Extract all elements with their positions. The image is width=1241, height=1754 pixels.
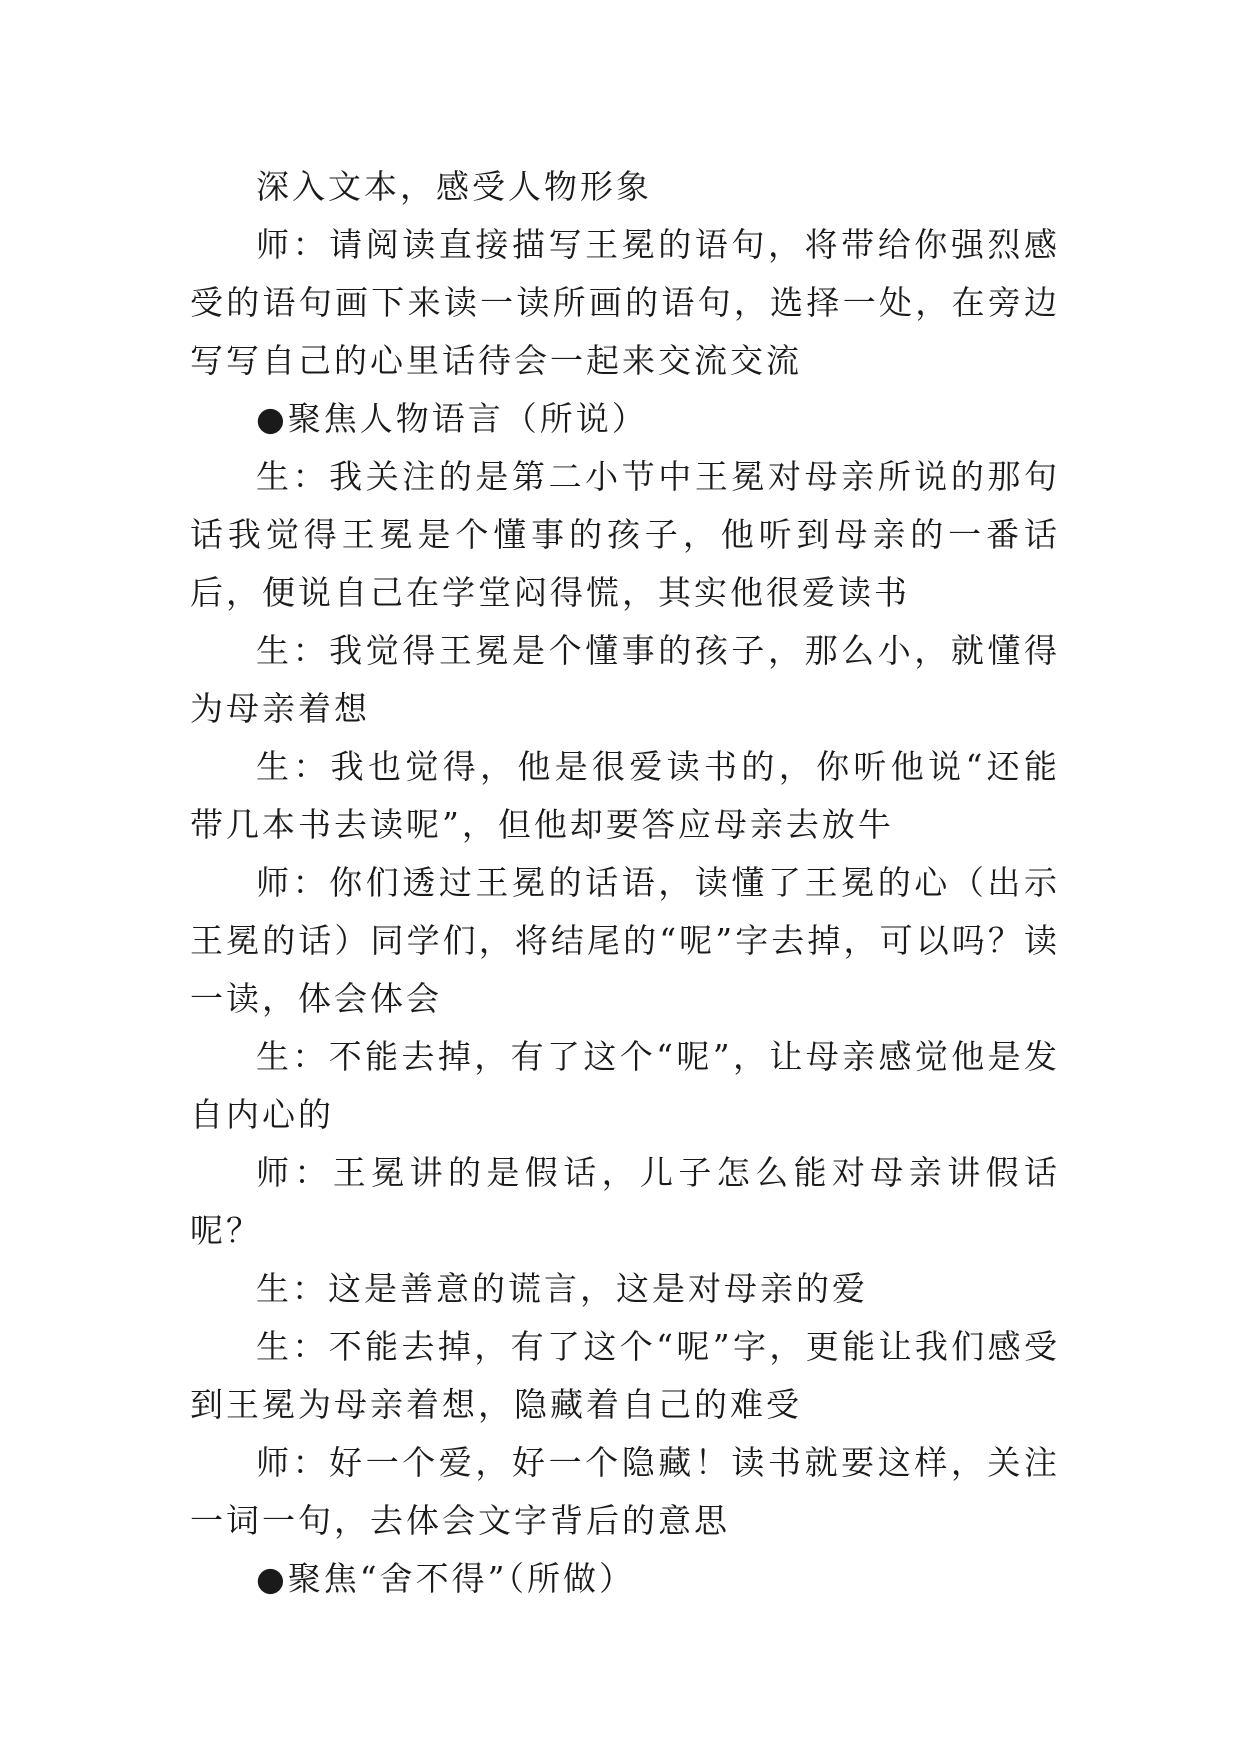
student-line: 生：不能去掉，有了这个“呢”字，更能让我们感受到王冕为母亲着想，隐藏着自己的难受 bbox=[190, 1327, 1060, 1424]
document-page bbox=[190, 158, 1060, 1608]
teacher-line: 师：王冕讲的是假话，儿子怎么能对母亲讲假话呢？ bbox=[190, 1153, 1060, 1250]
teacher-line: 师：请阅读直接描写王冕的语句，将带给你强烈感受的语句画下来读一读所画的语句，选择一处，在旁边写写自己的心里话待会一起来交流交流 bbox=[190, 225, 1060, 380]
student-line: 生：这是善意的谎言，这是对母亲的爱 bbox=[256, 1269, 868, 1308]
bullet-heading: ●聚焦人物语言（所说） bbox=[256, 399, 648, 438]
student-line: 生：不能去掉，有了这个“呢”，让母亲感觉他是发自内心的 bbox=[190, 1037, 1060, 1134]
bullet-heading: ●聚焦“舍不得”（所做） bbox=[256, 1559, 636, 1598]
student-line: 生：我也觉得，他是很爱读书的，你听他说“还能带几本书去读呢”，但他却要答应母亲去放牛 bbox=[190, 747, 1060, 844]
student-line: 生：我关注的是第二小节中王冕对母亲所说的那句话我觉得王冕是个懂事的孩子，他听到母亲的一番话后，便说自己在学堂闷得慌，其实他很爱读书 bbox=[190, 457, 1060, 612]
student-line: 生：我觉得王冕是个懂事的孩子，那么小，就懂得为母亲着想 bbox=[190, 631, 1060, 728]
teacher-line: 师：好一个爱，好一个隐藏！读书就要这样，关注一词一句，去体会文字背后的意思 bbox=[190, 1443, 1060, 1540]
section-heading: 深入文本，感受人物形象 bbox=[256, 167, 652, 206]
teacher-line: 师：你们透过王冕的话语，读懂了王冕的心（出示王冕的话）同学们，将结尾的“呢”字去掉，可以吗？读一读，体会体会 bbox=[190, 863, 1060, 1018]
